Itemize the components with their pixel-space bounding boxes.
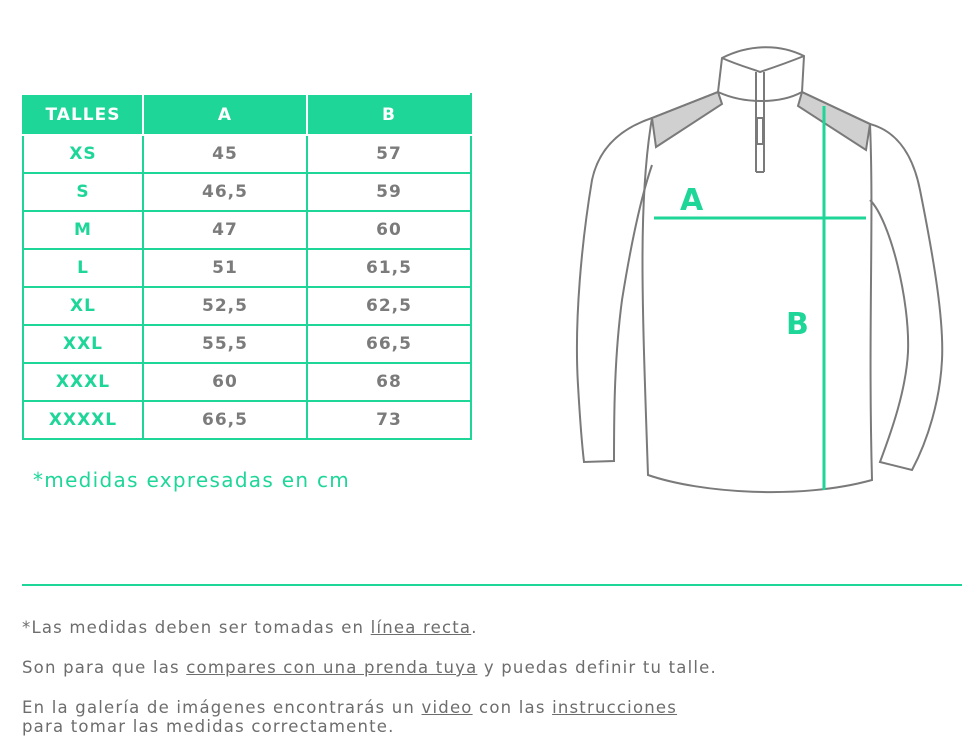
zipper-pull [757, 118, 763, 144]
info-text: . [471, 618, 478, 637]
b-cell: 66,5 [307, 325, 471, 363]
size-cell: L [23, 249, 143, 287]
table-row [23, 401, 471, 439]
b-cell: 73 [307, 401, 471, 439]
table-row [23, 249, 471, 287]
table-row [23, 325, 471, 363]
header-a: A [143, 94, 307, 135]
a-cell: 66,5 [143, 401, 307, 439]
b-cell: 57 [307, 135, 471, 173]
right-sleeve-outline [870, 124, 942, 470]
table-row [23, 135, 471, 173]
table-row [23, 173, 471, 211]
size-cell: XXL [23, 325, 143, 363]
collar-outline [718, 47, 804, 101]
label-b: B [786, 307, 809, 342]
b-cell: 59 [307, 173, 471, 211]
compare-garment-link[interactable]: compares con una prenda tuya [186, 658, 478, 677]
b-cell: 62,5 [307, 287, 471, 325]
size-cell: S [23, 173, 143, 211]
table-row [23, 363, 471, 401]
a-cell: 52,5 [143, 287, 307, 325]
size-table [22, 93, 472, 440]
jacket-diagram [560, 40, 960, 510]
divider [22, 584, 962, 586]
header-talles: TALLES [23, 94, 143, 135]
label-a: A [680, 183, 704, 218]
video-link[interactable]: video [421, 698, 473, 717]
a-cell: 60 [143, 363, 307, 401]
info-text: con las [472, 698, 553, 717]
size-cell: XXXXL [23, 401, 143, 439]
left-sleeve-outline [577, 118, 652, 462]
table-row [23, 211, 471, 249]
jacket-body-outline [643, 92, 873, 492]
info-text: En la galería de imágenes encontrarás un [22, 698, 422, 717]
info-line-1 [22, 618, 478, 637]
measurement-note: *medidas expresadas en cm [33, 468, 351, 492]
info-line-2 [22, 658, 717, 677]
b-cell: 60 [307, 211, 471, 249]
a-cell: 45 [143, 135, 307, 173]
info-line-3 [22, 698, 677, 717]
a-cell: 46,5 [143, 173, 307, 211]
table-header-row [23, 94, 471, 135]
info-line-4: para tomar las medidas correctamente. [22, 717, 395, 736]
size-cell: XS [23, 135, 143, 173]
left-shoulder-panel [652, 92, 722, 147]
a-cell: 55,5 [143, 325, 307, 363]
info-text: *Las medidas deben ser tomadas en [22, 618, 371, 637]
size-cell: XXXL [23, 363, 143, 401]
right-shoulder-panel [798, 92, 870, 150]
b-cell: 68 [307, 363, 471, 401]
header-b: B [307, 94, 471, 135]
b-cell: 61,5 [307, 249, 471, 287]
info-text: Son para que las [22, 658, 187, 677]
size-cell: M [23, 211, 143, 249]
a-cell: 47 [143, 211, 307, 249]
size-cell: XL [23, 287, 143, 325]
info-text: y puedas definir tu talle. [477, 658, 717, 677]
instructions-link[interactable]: instrucciones [552, 698, 678, 717]
linea-recta-link[interactable]: línea recta [370, 618, 472, 637]
table-row [23, 287, 471, 325]
collar-inner [722, 56, 804, 72]
a-cell: 51 [143, 249, 307, 287]
